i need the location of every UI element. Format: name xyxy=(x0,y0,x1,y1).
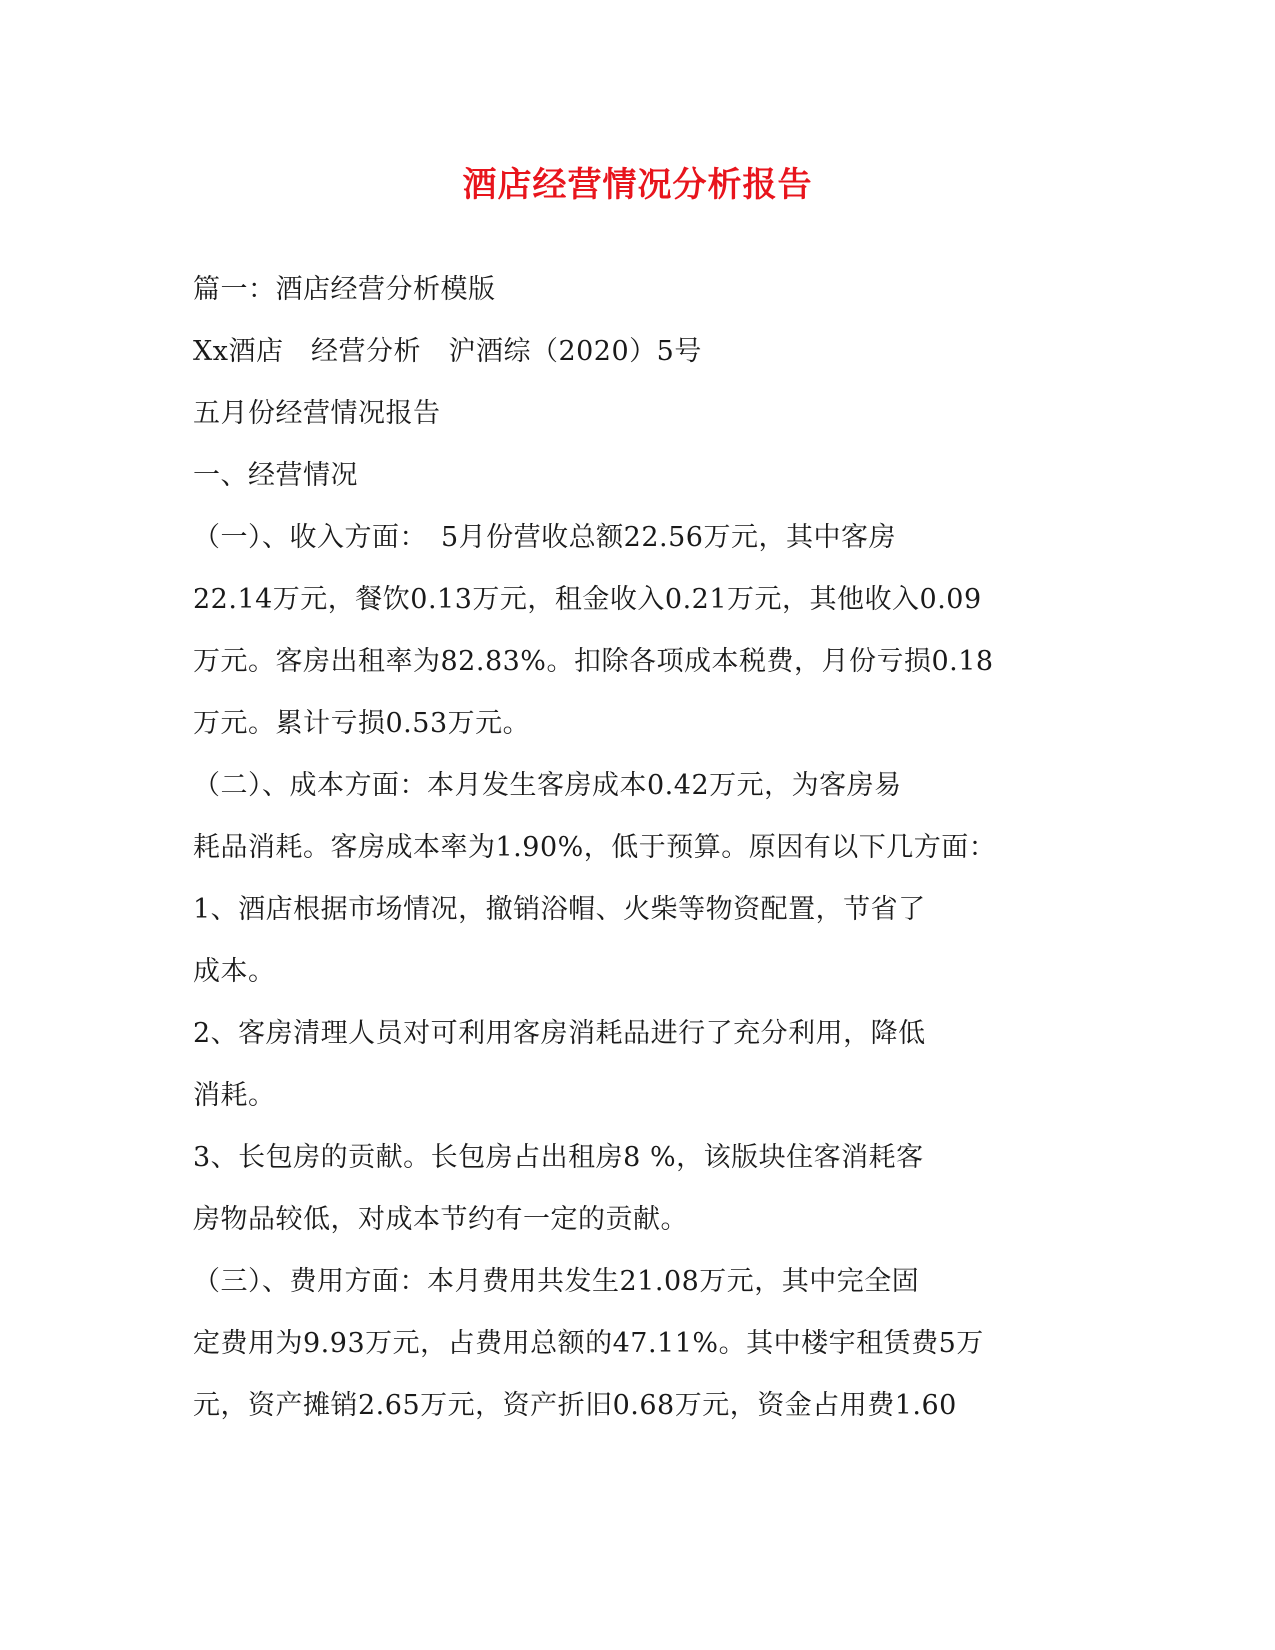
text-line: 篇一：酒店经营分析模版 xyxy=(193,274,496,305)
text-line: 一、经营情况 xyxy=(193,460,358,491)
text-line: 元，资产摊销2.65万元，资产折旧0.68万元，资金占用费1.60 xyxy=(193,1390,957,1421)
text-line: 22.14万元，餐饮0.13万元，租金收入0.21万元，其他收入0.09 xyxy=(193,584,982,615)
text-line: 房物品较低，对成本节约有一定的贡献。 xyxy=(193,1204,688,1235)
text-line: 2、客房清理人员对可利用客房消耗品进行了充分利用，降低 xyxy=(193,1018,926,1049)
text-line: 3、长包房的贡献。长包房占出租房8 %，该版块住客消耗客 xyxy=(193,1142,924,1173)
text-line: 五月份经营情况报告 xyxy=(193,398,441,429)
text-line: 耗品消耗。客房成本率为1.90%，低于预算。原因有以下几方面： xyxy=(193,832,997,863)
text-line: （二）、成本方面：本月发生客房成本0.42万元，为客房易 xyxy=(193,770,902,801)
text-line: 万元。累计亏损0.53万元。 xyxy=(193,708,531,739)
text-line: （三）、费用方面：本月费用共发生21.08万元，其中完全固 xyxy=(193,1266,920,1297)
text-line: 消耗。 xyxy=(193,1080,276,1111)
document-title: 酒店经营情况分析报告 xyxy=(462,165,813,205)
text-line: （一）、收入方面： 5月份营收总额22.56万元，其中客房 xyxy=(193,522,896,553)
text-line: 1、酒店根据市场情况，撤销浴帽、火柴等物资配置，节省了 xyxy=(193,894,926,925)
text-line: Xx酒店 经营分析 沪酒综（2020）5号 xyxy=(193,336,702,367)
text-line: 成本。 xyxy=(193,956,276,987)
text-line: 定费用为9.93万元，占费用总额的47.11%。其中楼宇租赁费5万 xyxy=(193,1328,984,1359)
text-line: 万元。客房出租率为82.83%。扣除各项成本税费，月份亏损0.18 xyxy=(193,646,994,677)
